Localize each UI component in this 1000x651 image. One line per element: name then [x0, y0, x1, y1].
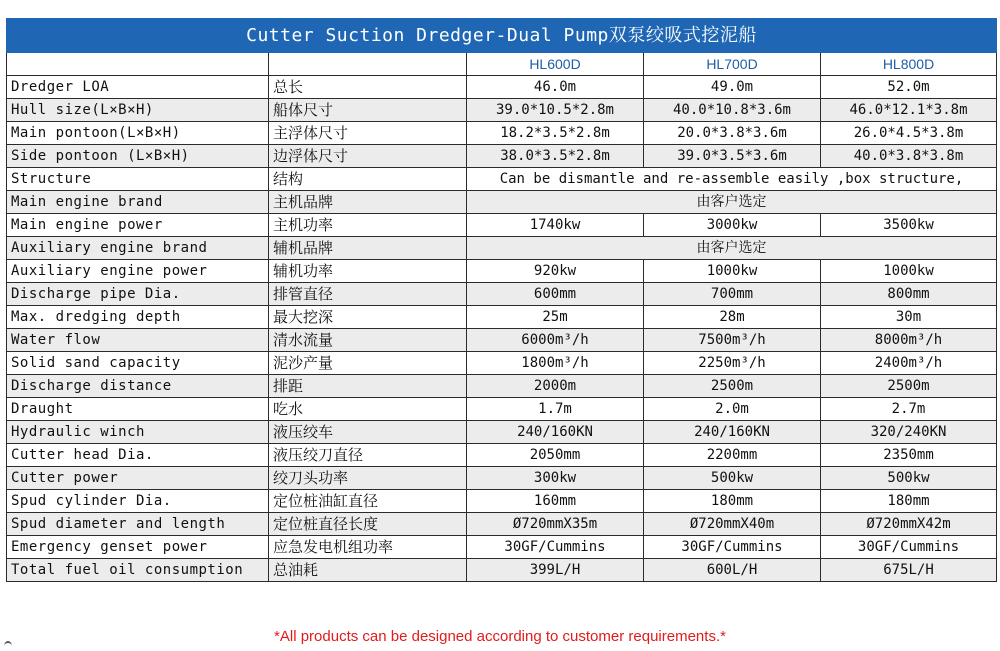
spec-value: 920kw	[467, 260, 644, 283]
model-header: HL800D	[821, 53, 997, 76]
spec-value: 500kw	[821, 467, 997, 490]
table-row	[7, 145, 997, 168]
spec-value: 26.0*4.5*3.8m	[821, 122, 997, 145]
spec-value: 1740kw	[467, 214, 644, 237]
spec-value-merged: 由客户选定	[467, 237, 997, 260]
spec-name-cn: 排距	[269, 375, 467, 398]
spec-value: 30GF/Cummins	[644, 536, 821, 559]
spec-name-en: Draught	[7, 398, 269, 421]
spec-name-cn: 结构	[269, 168, 467, 191]
spec-value: 25m	[467, 306, 644, 329]
spec-name-en: Main engine power	[7, 214, 269, 237]
title-row	[7, 19, 997, 53]
spec-value: 2400m³/h	[821, 352, 997, 375]
spec-value: 1000kw	[644, 260, 821, 283]
spec-value-merged: 由客户选定	[467, 191, 997, 214]
spec-name-cn: 排管直径	[269, 283, 467, 306]
header-blank-cn	[269, 53, 467, 76]
spec-name-cn: 边浮体尺寸	[269, 145, 467, 168]
header-blank-en	[7, 53, 269, 76]
spec-value-merged: Can be dismantle and re-assemble easily ,box structure,	[467, 168, 997, 191]
footnote: *All products can be designed according to customer requirements.*	[274, 628, 726, 645]
table-row	[7, 559, 997, 582]
spec-name-en: Total fuel oil consumption	[7, 559, 269, 582]
spec-name-en: Cutter head Dia.	[7, 444, 269, 467]
spec-name-en: Discharge distance	[7, 375, 269, 398]
table-row	[7, 352, 997, 375]
table-row	[7, 168, 997, 191]
spec-name-en: Structure	[7, 168, 269, 191]
spec-name-cn: 辅机功率	[269, 260, 467, 283]
table-row	[7, 191, 997, 214]
spec-value: 3500kw	[821, 214, 997, 237]
spec-value: 180mm	[644, 490, 821, 513]
spec-value: 40.0*3.8*3.8m	[821, 145, 997, 168]
spec-value: 3000kw	[644, 214, 821, 237]
table-row	[7, 536, 997, 559]
spec-name-en: Hull size(L×B×H)	[7, 99, 269, 122]
spec-value: 8000m³/h	[821, 329, 997, 352]
spec-value: 2.7m	[821, 398, 997, 421]
spec-name-cn: 主机品牌	[269, 191, 467, 214]
table-row	[7, 467, 997, 490]
spec-name-cn: 船体尺寸	[269, 99, 467, 122]
table-row	[7, 421, 997, 444]
spec-value: 7500m³/h	[644, 329, 821, 352]
spec-name-cn: 总长	[269, 76, 467, 99]
spec-table	[6, 18, 997, 582]
spec-value: 240/160KN	[644, 421, 821, 444]
spec-name-en: Emergency genset power	[7, 536, 269, 559]
table-row	[7, 237, 997, 260]
spec-value: 49.0m	[644, 76, 821, 99]
spec-name-cn: 应急发电机组功率	[269, 536, 467, 559]
spec-value: 2250m³/h	[644, 352, 821, 375]
spec-value: 240/160KN	[467, 421, 644, 444]
spec-name-en: Max. dredging depth	[7, 306, 269, 329]
spec-value: 39.0*3.5*3.6m	[644, 145, 821, 168]
spec-name-cn: 主浮体尺寸	[269, 122, 467, 145]
spec-value: 6000m³/h	[467, 329, 644, 352]
spec-value: 399L/H	[467, 559, 644, 582]
model-header: HL600D	[467, 53, 644, 76]
table-row	[7, 122, 997, 145]
spec-name-en: Discharge pipe Dia.	[7, 283, 269, 306]
spec-name-en: Main pontoon(L×B×H)	[7, 122, 269, 145]
table-row	[7, 329, 997, 352]
table-row	[7, 306, 997, 329]
table-title: Cutter Suction Dredger-Dual Pump双泵绞吸式挖泥船	[7, 19, 997, 53]
spec-value: 28m	[644, 306, 821, 329]
spec-name-en: Spud diameter and length	[7, 513, 269, 536]
table-row	[7, 513, 997, 536]
spec-value: 180mm	[821, 490, 997, 513]
table-row	[7, 375, 997, 398]
spec-value: 1800m³/h	[467, 352, 644, 375]
model-header: HL700D	[644, 53, 821, 76]
spec-value: 18.2*3.5*2.8m	[467, 122, 644, 145]
spec-value: 700mm	[644, 283, 821, 306]
spec-value: 39.0*10.5*2.8m	[467, 99, 644, 122]
table-row	[7, 214, 997, 237]
spec-value: 320/240KN	[821, 421, 997, 444]
spec-name-cn: 吃水	[269, 398, 467, 421]
spec-name-en: Main engine brand	[7, 191, 269, 214]
spec-name-cn: 最大挖深	[269, 306, 467, 329]
spec-value: 30GF/Cummins	[467, 536, 644, 559]
spec-name-cn: 绞刀头功率	[269, 467, 467, 490]
spec-name-cn: 总油耗	[269, 559, 467, 582]
table-row	[7, 283, 997, 306]
spec-name-en: Auxiliary engine brand	[7, 237, 269, 260]
spec-value: 500kw	[644, 467, 821, 490]
spec-value: Ø720mmX40m	[644, 513, 821, 536]
spec-name-en: Water flow	[7, 329, 269, 352]
spec-name-cn: 辅机品牌	[269, 237, 467, 260]
spec-value: 2000m	[467, 375, 644, 398]
table-row	[7, 398, 997, 421]
corner-mark	[4, 641, 12, 651]
spec-value: Ø720mmX42m	[821, 513, 997, 536]
spec-name-en: Spud cylinder Dia.	[7, 490, 269, 513]
spec-value: 46.0*12.1*3.8m	[821, 99, 997, 122]
spec-name-en: Auxiliary engine power	[7, 260, 269, 283]
spec-value: 160mm	[467, 490, 644, 513]
spec-value: 2.0m	[644, 398, 821, 421]
spec-name-cn: 清水流量	[269, 329, 467, 352]
table-row	[7, 76, 997, 99]
spec-name-cn: 液压绞车	[269, 421, 467, 444]
spec-value: 2200mm	[644, 444, 821, 467]
spec-name-en: Side pontoon (L×B×H)	[7, 145, 269, 168]
spec-value: 46.0m	[467, 76, 644, 99]
spec-name-cn: 定位桩油缸直径	[269, 490, 467, 513]
table-row	[7, 490, 997, 513]
spec-value: 2500m	[644, 375, 821, 398]
model-header-row	[7, 53, 997, 76]
table-row	[7, 99, 997, 122]
table-row	[7, 260, 997, 283]
spec-value: 52.0m	[821, 76, 997, 99]
spec-sheet	[6, 18, 996, 582]
spec-value: 600L/H	[644, 559, 821, 582]
spec-value: 2050mm	[467, 444, 644, 467]
spec-value: 20.0*3.8*3.6m	[644, 122, 821, 145]
spec-value: 2350mm	[821, 444, 997, 467]
spec-value: 30GF/Cummins	[821, 536, 997, 559]
spec-value: 40.0*10.8*3.6m	[644, 99, 821, 122]
spec-value: 300kw	[467, 467, 644, 490]
spec-value: 1000kw	[821, 260, 997, 283]
spec-value: 2500m	[821, 375, 997, 398]
spec-value: 30m	[821, 306, 997, 329]
spec-name-en: Dredger LOA	[7, 76, 269, 99]
spec-name-cn: 定位桩直径长度	[269, 513, 467, 536]
spec-value: 800mm	[821, 283, 997, 306]
spec-name-cn: 泥沙产量	[269, 352, 467, 375]
spec-name-cn: 主机功率	[269, 214, 467, 237]
spec-value: 1.7m	[467, 398, 644, 421]
spec-name-en: Solid sand capacity	[7, 352, 269, 375]
table-row	[7, 444, 997, 467]
spec-name-en: Hydraulic winch	[7, 421, 269, 444]
spec-value: Ø720mmX35m	[467, 513, 644, 536]
spec-name-cn: 液压绞刀直径	[269, 444, 467, 467]
spec-name-en: Cutter power	[7, 467, 269, 490]
spec-value: 38.0*3.5*2.8m	[467, 145, 644, 168]
spec-value: 600mm	[467, 283, 644, 306]
spec-value: 675L/H	[821, 559, 997, 582]
